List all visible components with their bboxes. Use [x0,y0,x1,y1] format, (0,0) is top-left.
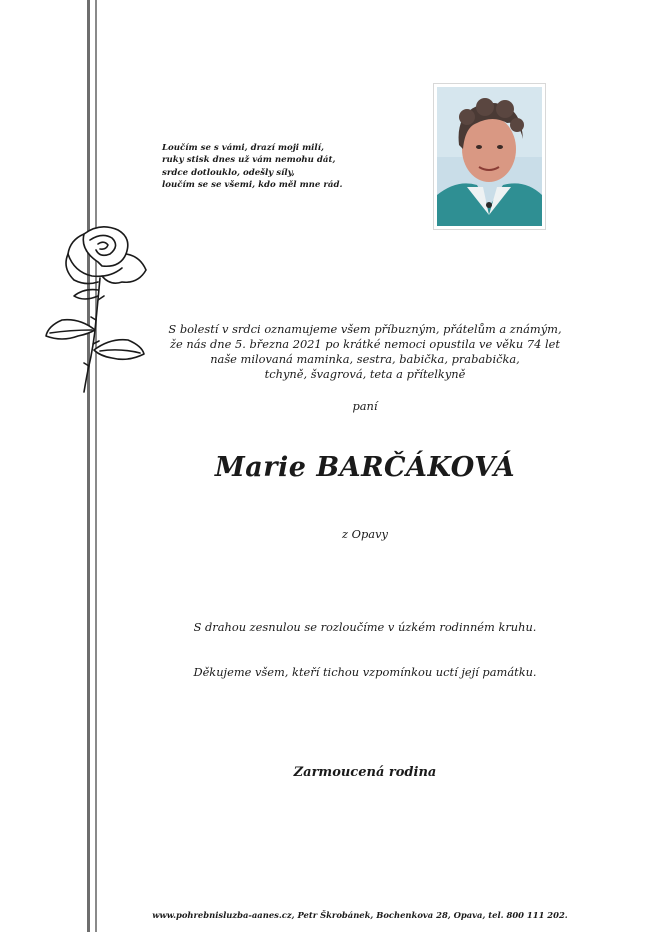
family-signature: Zarmoucená rodina [293,765,437,780]
poem-line: ruky stisk dnes už vám nemohu dát, [162,155,336,166]
announcement-line: naše milovaná maminka, sestra, babička, prababička, [210,352,520,366]
deceased-name: Marie BARČÁKOVÁ [214,452,516,483]
portrait-photo [433,83,546,230]
announcement-line: S bolestí v srdci oznamujeme všem příbuzným, přátelům a známým, [168,322,562,336]
memorial-poem [162,142,392,192]
portrait-image [437,87,542,226]
border-line-right [95,0,97,932]
rose-icon [40,220,155,395]
announcement-text [150,322,580,382]
announcement-line: že nás dne 5. března 2021 po krátké nemoci opustila ve věku 74 let [170,337,560,351]
poem-line: Loučím se s vámi, drazí moji milí, [162,143,324,153]
poem-line: loučím se se všemi, kdo měl mne rád. [162,180,343,191]
farewell-text: S drahou zesnulou se rozloučíme v úzkém rodinném kruhu. [193,620,537,634]
border-line-left [87,0,90,932]
funeral-service-footer: www.pohrebnisluzba-aanes.cz, Petr Škrobánek, Bochenkova 28, Opava, tel. 800 111 202. [152,910,568,920]
origin-text: z Opavy [342,527,388,541]
poem-line: srdce dotlouklo, odešly síly, [162,167,295,178]
announcement-line: tchyně, švagrová, teta a přítelkyně [264,367,466,381]
thanks-text: Děkujeme všem, kteří tichou vzpomínkou uctí její památku. [193,665,537,679]
salutation: paní [352,399,378,413]
